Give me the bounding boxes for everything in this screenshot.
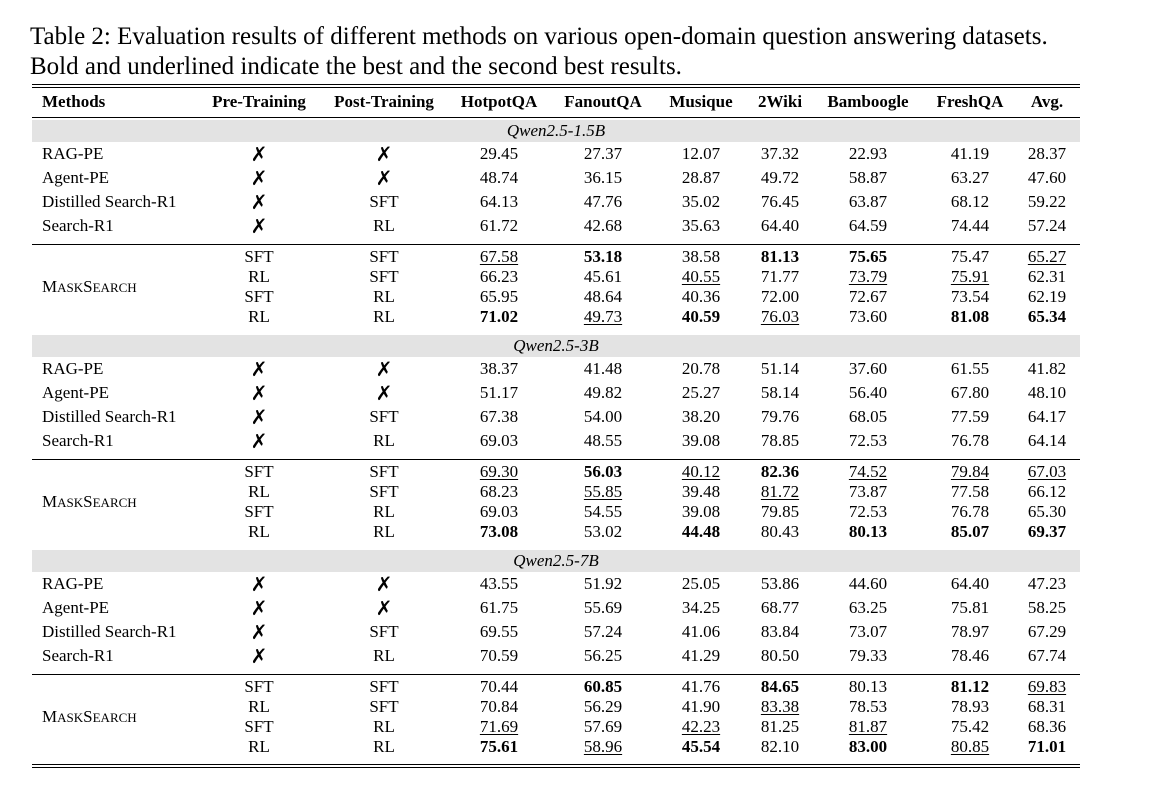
masksearch-label-part: M <box>42 277 58 296</box>
model-band-label: Qwen2.5-7B <box>513 551 599 570</box>
score-cell: 67.80 <box>950 383 990 402</box>
bottom-rule-2 <box>32 767 1080 768</box>
post-training-cell: SFT <box>369 407 399 426</box>
score-cell: 78.97 <box>950 622 990 641</box>
masksearch-label <box>42 707 137 728</box>
score-cell: 75.61 <box>479 737 519 756</box>
score-cell: 72.67 <box>848 287 888 306</box>
score-cell: 42.68 <box>583 216 623 235</box>
score-cell: 84.65 <box>760 677 800 696</box>
score-cell: 65.95 <box>479 287 519 306</box>
pre-training-cell: ✗ <box>250 142 268 166</box>
score-cell: 81.72 <box>760 482 800 501</box>
score-cell: 75.81 <box>950 598 990 617</box>
score-cell: 48.74 <box>479 168 519 187</box>
score-cell: 71.69 <box>479 717 519 736</box>
score-cell: 79.33 <box>848 646 888 665</box>
post-training-cell: ✗ <box>375 357 393 381</box>
score-cell: 81.08 <box>950 307 990 326</box>
score-cell: 49.73 <box>583 307 623 326</box>
score-cell: 75.47 <box>950 247 990 266</box>
score-cell: 61.72 <box>479 216 519 235</box>
score-cell: 67.58 <box>479 247 519 266</box>
score-cell: 39.08 <box>681 431 721 450</box>
column-header: Post-Training <box>334 92 434 111</box>
score-cell: 69.30 <box>479 462 519 481</box>
model-band-label: Qwen2.5-3B <box>513 336 599 355</box>
method-name: Agent-PE <box>42 598 110 617</box>
score-cell: 42.23 <box>681 717 721 736</box>
model-band-label: Qwen2.5-1.5B <box>506 121 606 140</box>
column-header: FreshQA <box>936 92 1004 111</box>
score-cell: 65.27 <box>1027 247 1067 266</box>
score-cell: 48.64 <box>583 287 623 306</box>
score-cell: 64.13 <box>479 192 519 211</box>
score-cell: 35.63 <box>681 216 721 235</box>
score-cell: 80.85 <box>950 737 990 756</box>
pre-training-cell: SFT <box>244 717 274 736</box>
score-cell: 40.59 <box>681 307 721 326</box>
score-cell: 38.37 <box>479 359 519 378</box>
score-cell: 57.69 <box>583 717 623 736</box>
score-cell: 40.55 <box>681 267 721 286</box>
post-training-cell: ✗ <box>375 381 393 405</box>
post-training-cell: SFT <box>369 247 399 266</box>
score-cell: 70.59 <box>479 646 519 665</box>
score-cell: 81.13 <box>760 247 800 266</box>
method-name: Distilled Search-R1 <box>42 622 177 641</box>
score-cell: 56.25 <box>583 646 623 665</box>
method-name: Distilled Search-R1 <box>42 407 177 426</box>
score-cell: 85.07 <box>950 522 990 541</box>
column-header: Avg. <box>1030 92 1064 111</box>
pre-training-cell: SFT <box>244 462 274 481</box>
score-cell: 61.75 <box>479 598 519 617</box>
pre-training-cell: ✗ <box>250 357 268 381</box>
score-cell: 77.58 <box>950 482 990 501</box>
table-caption <box>30 22 1140 82</box>
score-cell: 61.55 <box>950 359 990 378</box>
score-cell: 53.18 <box>583 247 623 266</box>
method-name: RAG-PE <box>42 359 104 378</box>
score-cell: 38.58 <box>681 247 721 266</box>
score-cell: 41.82 <box>1027 359 1067 378</box>
score-cell: 65.34 <box>1027 307 1067 326</box>
masksearch-label-part: S <box>83 277 93 296</box>
post-training-cell: RL <box>373 522 395 541</box>
score-cell: 20.78 <box>681 359 721 378</box>
score-cell: 56.29 <box>583 697 623 716</box>
masksearch-label <box>42 492 137 513</box>
score-cell: 48.10 <box>1027 383 1067 402</box>
score-cell: 68.36 <box>1027 717 1067 736</box>
score-cell: 28.87 <box>681 168 721 187</box>
group-separator <box>32 244 1080 245</box>
score-cell: 71.01 <box>1027 737 1067 756</box>
score-cell: 72.53 <box>848 502 888 521</box>
pre-training-cell: RL <box>248 267 270 286</box>
score-cell: 41.90 <box>681 697 721 716</box>
score-cell: 73.08 <box>479 522 519 541</box>
score-cell: 54.55 <box>583 502 623 521</box>
score-cell: 68.31 <box>1027 697 1067 716</box>
score-cell: 68.23 <box>479 482 519 501</box>
score-cell: 41.48 <box>583 359 623 378</box>
score-cell: 67.03 <box>1027 462 1067 481</box>
top-rule-2 <box>32 87 1080 88</box>
score-cell: 79.85 <box>760 502 800 521</box>
pre-training-cell: SFT <box>244 247 274 266</box>
pre-training-cell: ✗ <box>250 381 268 405</box>
post-training-cell: ✗ <box>375 596 393 620</box>
score-cell: 40.36 <box>681 287 721 306</box>
score-cell: 78.46 <box>950 646 990 665</box>
post-training-cell: SFT <box>369 267 399 286</box>
score-cell: 53.86 <box>760 574 800 593</box>
column-header: Methods <box>42 92 106 111</box>
masksearch-label <box>42 277 137 298</box>
pre-training-cell: ✗ <box>250 644 268 668</box>
pre-training-cell: ✗ <box>250 596 268 620</box>
score-cell: 69.03 <box>479 502 519 521</box>
score-cell: 48.55 <box>583 431 623 450</box>
score-cell: 43.55 <box>479 574 519 593</box>
score-cell: 63.25 <box>848 598 888 617</box>
score-cell: 80.43 <box>760 522 800 541</box>
masksearch-label-part: M <box>42 707 58 726</box>
score-cell: 72.00 <box>760 287 800 306</box>
pre-training-cell: ✗ <box>250 405 268 429</box>
score-cell: 47.76 <box>583 192 623 211</box>
score-cell: 73.79 <box>848 267 888 286</box>
score-cell: 39.48 <box>681 482 721 501</box>
score-cell: 36.15 <box>583 168 623 187</box>
score-cell: 34.25 <box>681 598 721 617</box>
score-cell: 75.42 <box>950 717 990 736</box>
score-cell: 69.55 <box>479 622 519 641</box>
masksearch-label-part: EARCH <box>92 280 137 295</box>
post-training-cell: RL <box>373 717 395 736</box>
caption-line-2: Bold and underlined indicate the best and the second best results. <box>30 53 682 80</box>
score-cell: 78.53 <box>848 697 888 716</box>
score-cell: 64.40 <box>950 574 990 593</box>
score-cell: 49.82 <box>583 383 623 402</box>
score-cell: 58.14 <box>760 383 800 402</box>
score-cell: 81.87 <box>848 717 888 736</box>
score-cell: 39.08 <box>681 502 721 521</box>
score-cell: 29.45 <box>479 144 519 163</box>
score-cell: 76.03 <box>760 307 800 326</box>
score-cell: 70.84 <box>479 697 519 716</box>
pre-training-cell: ✗ <box>250 214 268 238</box>
top-rule-1 <box>32 84 1080 85</box>
column-header: Pre-Training <box>212 92 306 111</box>
score-cell: 35.02 <box>681 192 721 211</box>
score-cell: 80.13 <box>848 522 888 541</box>
score-cell: 76.78 <box>950 431 990 450</box>
post-training-cell: RL <box>373 431 395 450</box>
pre-training-cell: ✗ <box>250 429 268 453</box>
masksearch-label-part: EARCH <box>92 495 137 510</box>
pre-training-cell: ✗ <box>250 166 268 190</box>
score-cell: 70.44 <box>479 677 519 696</box>
score-cell: 69.83 <box>1027 677 1067 696</box>
score-cell: 83.38 <box>760 697 800 716</box>
score-cell: 41.06 <box>681 622 721 641</box>
post-training-cell: SFT <box>369 697 399 716</box>
score-cell: 57.24 <box>583 622 623 641</box>
score-cell: 67.74 <box>1027 646 1067 665</box>
pre-training-cell: RL <box>248 737 270 756</box>
method-name: Agent-PE <box>42 383 110 402</box>
pre-training-cell: RL <box>248 482 270 501</box>
score-cell: 47.60 <box>1027 168 1067 187</box>
masksearch-label-part: S <box>83 707 93 726</box>
score-cell: 56.40 <box>848 383 888 402</box>
pre-training-cell: SFT <box>244 677 274 696</box>
score-cell: 75.91 <box>950 267 990 286</box>
score-cell: 40.12 <box>681 462 721 481</box>
score-cell: 47.23 <box>1027 574 1067 593</box>
score-cell: 51.17 <box>479 383 519 402</box>
method-name: Distilled Search-R1 <box>42 192 177 211</box>
method-name: RAG-PE <box>42 144 104 163</box>
score-cell: 69.37 <box>1027 522 1067 541</box>
score-cell: 58.87 <box>848 168 888 187</box>
score-cell: 68.12 <box>950 192 990 211</box>
group-separator <box>32 674 1080 675</box>
pre-training-cell: SFT <box>244 287 274 306</box>
post-training-cell: ✗ <box>375 166 393 190</box>
score-cell: 25.05 <box>681 574 721 593</box>
method-name: Agent-PE <box>42 168 110 187</box>
post-training-cell: ✗ <box>375 142 393 166</box>
score-cell: 79.84 <box>950 462 990 481</box>
score-cell: 37.32 <box>760 144 800 163</box>
score-cell: 41.76 <box>681 677 721 696</box>
column-header: FanoutQA <box>564 92 642 111</box>
score-cell: 83.00 <box>848 737 888 756</box>
score-cell: 64.17 <box>1027 407 1067 426</box>
post-training-cell: RL <box>373 502 395 521</box>
pre-training-cell: RL <box>248 522 270 541</box>
score-cell: 68.05 <box>848 407 888 426</box>
score-cell: 37.60 <box>848 359 888 378</box>
pre-training-cell: ✗ <box>250 572 268 596</box>
masksearch-label-part: ASK <box>57 710 84 725</box>
post-training-cell: SFT <box>369 192 399 211</box>
post-training-cell: RL <box>373 646 395 665</box>
score-cell: 63.87 <box>848 192 888 211</box>
column-header: Bamboogle <box>827 92 909 111</box>
score-cell: 81.12 <box>950 677 990 696</box>
score-cell: 75.65 <box>848 247 888 266</box>
score-cell: 28.37 <box>1027 144 1067 163</box>
method-name: RAG-PE <box>42 574 104 593</box>
score-cell: 53.02 <box>583 522 623 541</box>
group-separator <box>32 459 1080 460</box>
score-cell: 67.38 <box>479 407 519 426</box>
score-cell: 76.78 <box>950 502 990 521</box>
score-cell: 57.24 <box>1027 216 1067 235</box>
score-cell: 68.77 <box>760 598 800 617</box>
score-cell: 64.59 <box>848 216 888 235</box>
score-cell: 63.27 <box>950 168 990 187</box>
score-cell: 54.00 <box>583 407 623 426</box>
score-cell: 64.14 <box>1027 431 1067 450</box>
method-name: Search-R1 <box>42 431 114 450</box>
masksearch-label-part: M <box>42 492 58 511</box>
score-cell: 22.93 <box>848 144 888 163</box>
score-cell: 82.10 <box>760 737 800 756</box>
pre-training-cell: ✗ <box>250 190 268 214</box>
score-cell: 49.72 <box>760 168 800 187</box>
score-cell: 51.92 <box>583 574 623 593</box>
column-header: HotpotQA <box>460 92 538 111</box>
pre-training-cell: RL <box>248 307 270 326</box>
score-cell: 71.77 <box>760 267 800 286</box>
post-training-cell: SFT <box>369 462 399 481</box>
score-cell: 81.25 <box>760 717 800 736</box>
column-header: Musique <box>669 92 733 111</box>
method-name: Search-R1 <box>42 646 114 665</box>
method-name: Search-R1 <box>42 216 114 235</box>
score-cell: 77.59 <box>950 407 990 426</box>
score-cell: 64.40 <box>760 216 800 235</box>
score-cell: 41.29 <box>681 646 721 665</box>
score-cell: 59.22 <box>1027 192 1067 211</box>
post-training-cell: SFT <box>369 482 399 501</box>
score-cell: 76.45 <box>760 192 800 211</box>
score-cell: 65.30 <box>1027 502 1067 521</box>
score-cell: 71.02 <box>479 307 519 326</box>
score-cell: 45.54 <box>681 737 721 756</box>
score-cell: 73.07 <box>848 622 888 641</box>
score-cell: 73.54 <box>950 287 990 306</box>
pre-training-cell: ✗ <box>250 620 268 644</box>
pre-training-cell: SFT <box>244 502 274 521</box>
masksearch-label-part: ASK <box>57 495 84 510</box>
bottom-rule-1 <box>32 764 1080 765</box>
post-training-cell: SFT <box>369 677 399 696</box>
score-cell: 69.03 <box>479 431 519 450</box>
score-cell: 80.13 <box>848 677 888 696</box>
score-cell: 73.60 <box>848 307 888 326</box>
post-training-cell: RL <box>373 216 395 235</box>
score-cell: 83.84 <box>760 622 800 641</box>
score-cell: 60.85 <box>583 677 623 696</box>
masksearch-label-part: S <box>83 492 93 511</box>
results-table <box>32 84 1080 768</box>
score-cell: 79.76 <box>760 407 800 426</box>
score-cell: 78.85 <box>760 431 800 450</box>
score-cell: 55.85 <box>583 482 623 501</box>
post-training-cell: SFT <box>369 622 399 641</box>
score-cell: 58.25 <box>1027 598 1067 617</box>
post-training-cell: ✗ <box>375 572 393 596</box>
score-cell: 74.52 <box>848 462 888 481</box>
score-cell: 41.19 <box>950 144 990 163</box>
score-cell: 44.60 <box>848 574 888 593</box>
score-cell: 82.36 <box>760 462 800 481</box>
score-cell: 66.12 <box>1027 482 1067 501</box>
caption-line-1: Table 2: Evaluation results of different methods on various open-domain question answering datasets. <box>30 23 1048 50</box>
post-training-cell: RL <box>373 737 395 756</box>
header-rule <box>32 117 1080 118</box>
score-cell: 80.50 <box>760 646 800 665</box>
score-cell: 72.53 <box>848 431 888 450</box>
score-cell: 66.23 <box>479 267 519 286</box>
pre-training-cell: RL <box>248 697 270 716</box>
masksearch-label-part: EARCH <box>92 710 137 725</box>
score-cell: 62.31 <box>1027 267 1067 286</box>
score-cell: 12.07 <box>681 144 721 163</box>
score-cell: 27.37 <box>583 144 623 163</box>
score-cell: 25.27 <box>681 383 721 402</box>
post-training-cell: RL <box>373 287 395 306</box>
score-cell: 67.29 <box>1027 622 1067 641</box>
score-cell: 55.69 <box>583 598 623 617</box>
post-training-cell: RL <box>373 307 395 326</box>
score-cell: 78.93 <box>950 697 990 716</box>
score-cell: 44.48 <box>681 522 721 541</box>
masksearch-label-part: ASK <box>57 280 84 295</box>
score-cell: 38.20 <box>681 407 721 426</box>
score-cell: 73.87 <box>848 482 888 501</box>
score-cell: 51.14 <box>760 359 800 378</box>
score-cell: 62.19 <box>1027 287 1067 306</box>
score-cell: 56.03 <box>583 462 623 481</box>
score-cell: 74.44 <box>950 216 990 235</box>
score-cell: 58.96 <box>583 737 623 756</box>
column-header: 2Wiki <box>757 92 803 111</box>
score-cell: 45.61 <box>583 267 623 286</box>
